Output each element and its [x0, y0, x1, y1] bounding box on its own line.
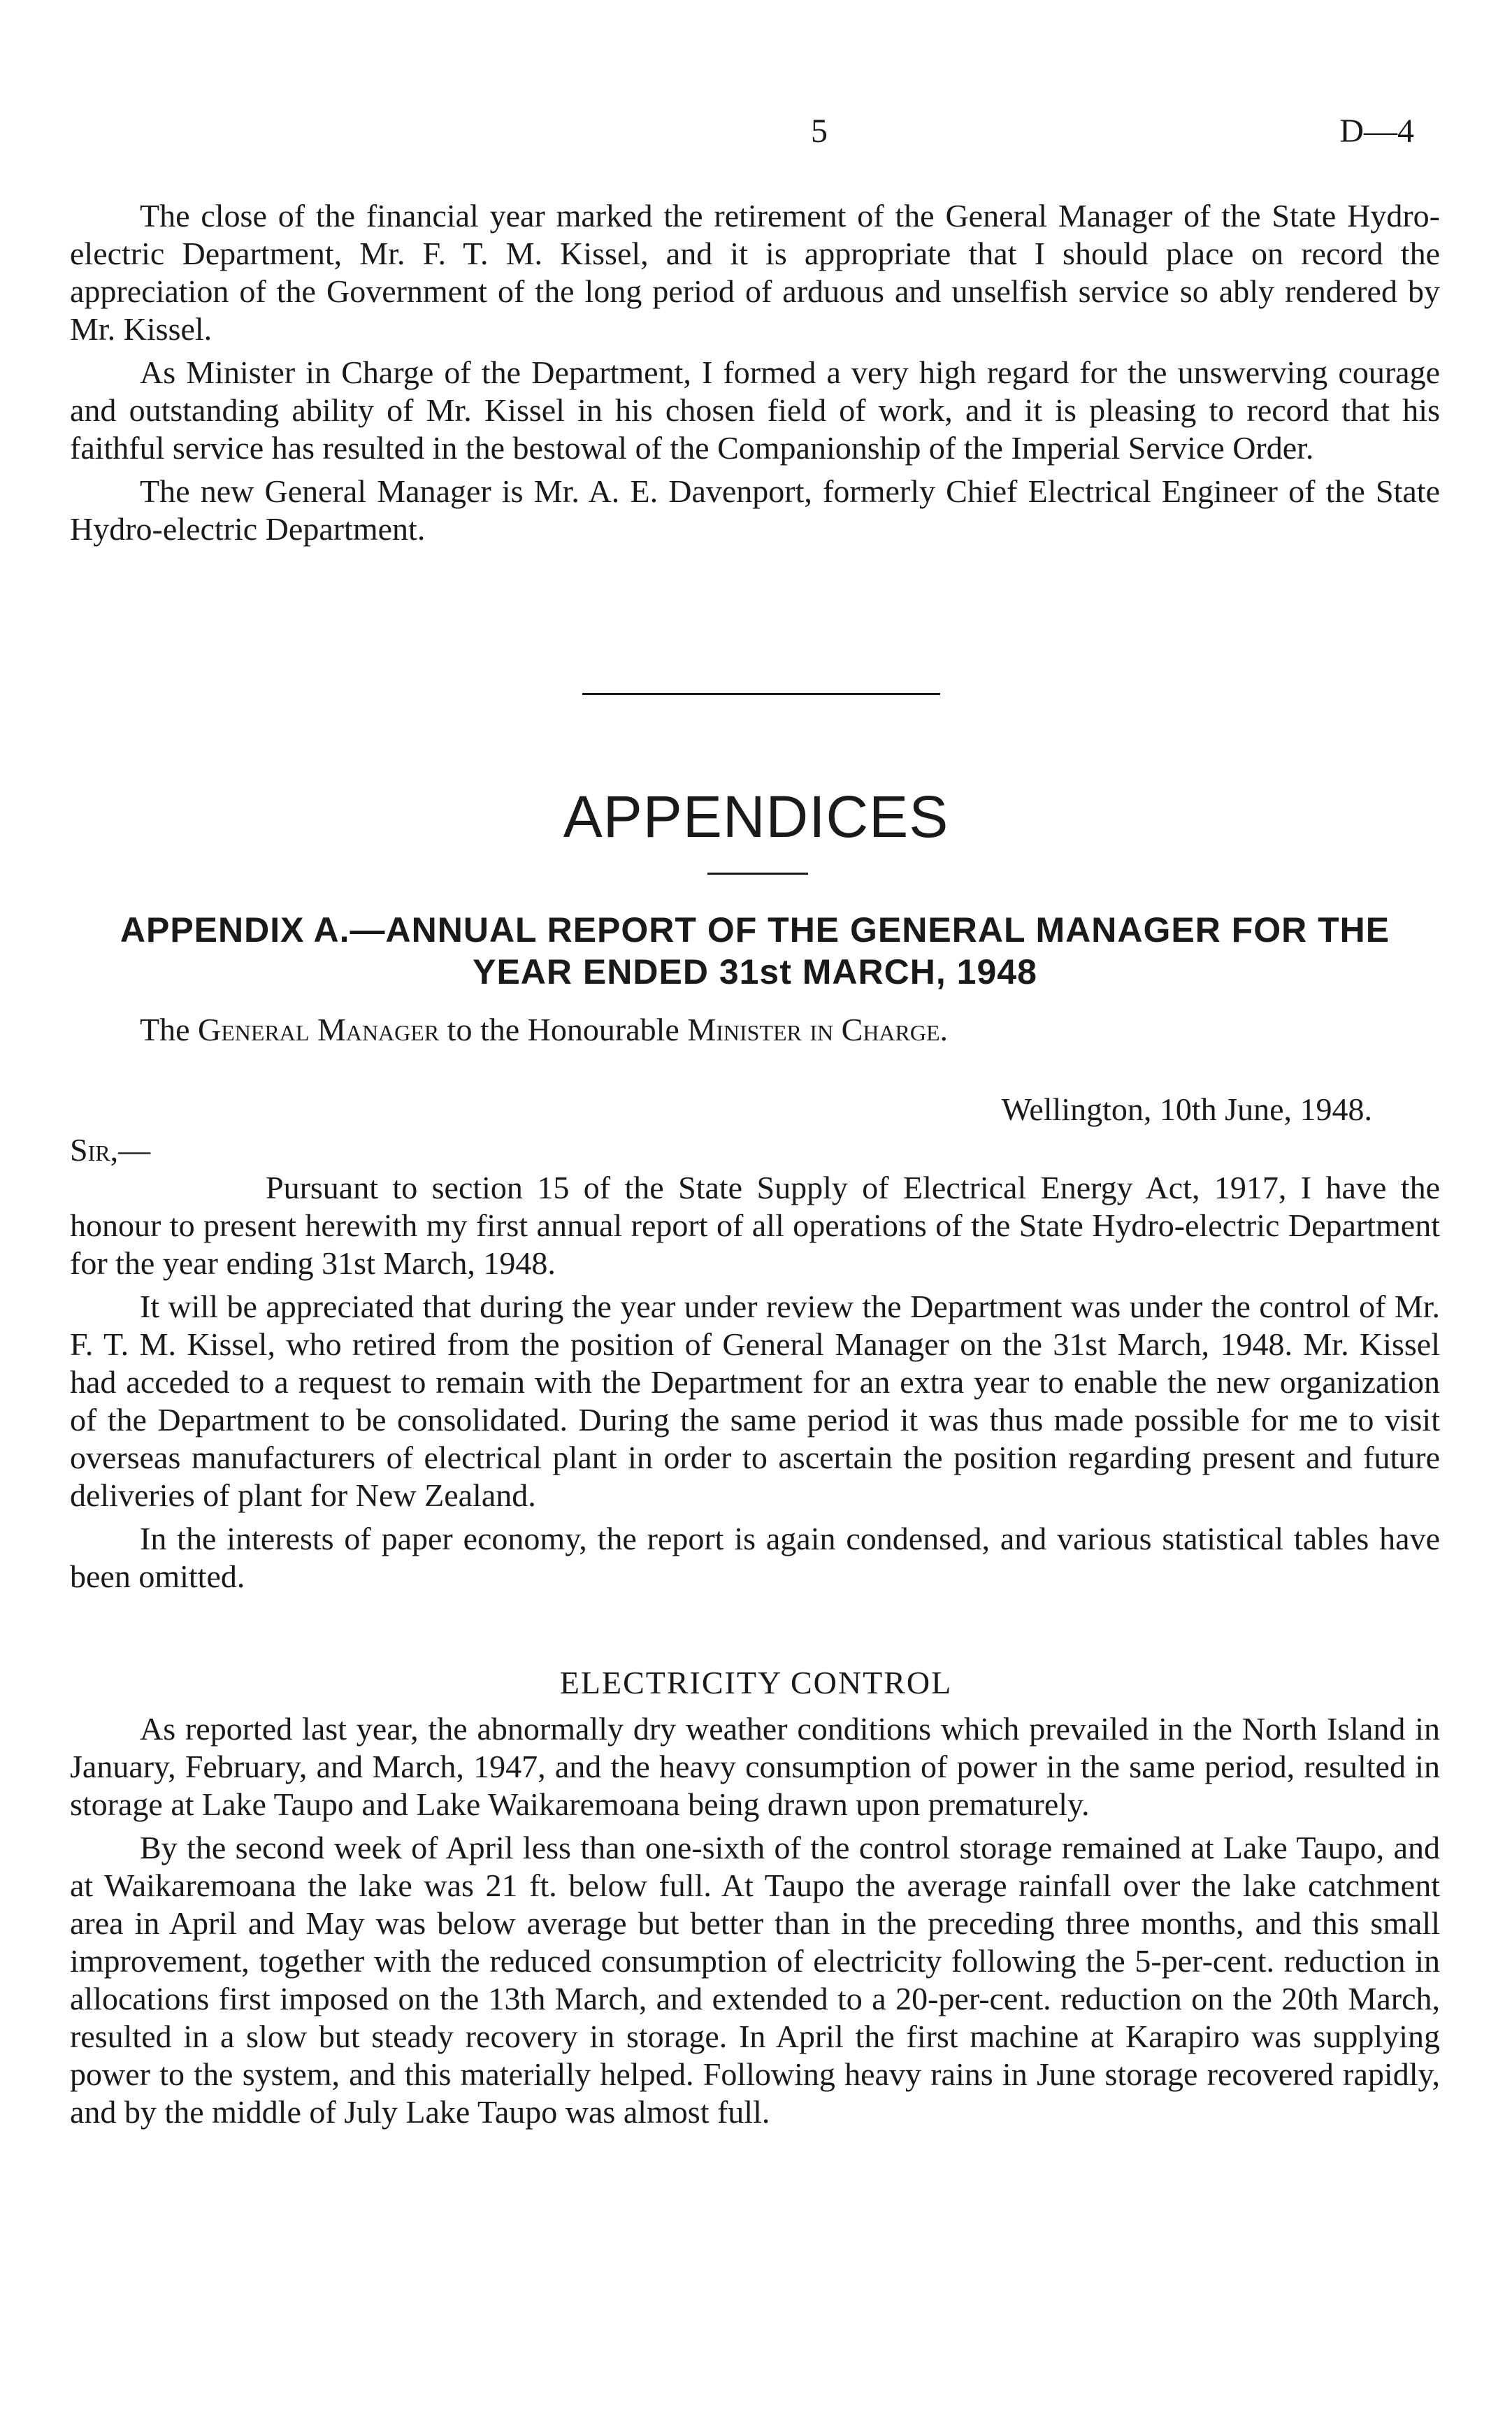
letter-body — [70, 1169, 1440, 1601]
letter-address — [140, 1011, 948, 1049]
section-divider — [582, 693, 940, 695]
section-paragraph: By the second week of April less than one-sixth of the control storage remained at Lake Taupo, and at Waikaremoana the lake was 21 ft. below full. At Taupo the average rainfall over the lake catchment area in April and May was below average but better than in the preceding three months, and this small improvement, together with the reduced consumption of electricity following the 5-per-cent. reduction in allocations first imposed on the 13th March, and extended to a 20-per-cent. reduction on the 20th March, resulted in a slow but steady recovery in storage. In April the first machine at Karapiro was supplying power to the system, and this materially helped. Following heavy rains in June storage recovered rapidly, and by the middle of July Lake Taupo was almost full. — [70, 1830, 1440, 2130]
intro-paragraph: As Minister in Charge of the Department, I formed a very high regard for the unswerving courage and outstanding ability of Mr. Kissel in his chosen field of work, and it is pleasing to record that his faithful service has resulted in the bestowal of the Companionship of the Imperial Service Order. — [70, 354, 1440, 466]
intro-paragraph: The new General Manager is Mr. A. E. Davenport, formerly Chief Electrical Engineer of the State Hydro-electric Department. — [70, 473, 1440, 547]
appendix-a-heading-line2: YEAR ENDED 31st MARCH, 1948 — [473, 952, 1037, 991]
page-number: 5 — [811, 113, 828, 150]
letter-paragraph: It will be appreciated that during the year under review the Department was under the control of Mr. F. T. M. Kissel, who retired from the position of General Manager on the 31st March, 1948. Mr. Kissel had acceded to a request to remain with the Department for an extra year to enable the new organization of the Department to be consolidated. During the same period it was thus made possible for me to visit overseas manufacturers of electrical plant in order to ascertain the position regarding present and future deliveries of plant for New Zealand. — [70, 1289, 1440, 1513]
intro-paragraph: The close of the financial year marked the retirement of the General Manager of the State Hydro-electric Department, Mr. F. T. M. Kissel, and it is appropriate that I should place on record the appreciation of the Government of the long period of arduous and unselfish service so ably rendered by Mr. Kissel. — [70, 198, 1440, 347]
appendix-a-heading — [70, 909, 1440, 993]
letter-paragraph: Pursuant to section 15 of the State Supply of Electrical Energy Act, 1917, I have the honour to present herewith my first annual report of all operations of the State Hydro-electric Department for the year ending 31st March, 1948. — [70, 1170, 1440, 1281]
appendices-title: APPENDICES — [563, 784, 949, 850]
letter-place-date: Wellington, 10th June, 1948. — [1001, 1091, 1372, 1127]
address-recipient: Minister in Charge. — [687, 1012, 949, 1047]
document-reference: D—4 — [1339, 113, 1414, 150]
appendix-a-heading-line1: APPENDIX A.—ANNUAL REPORT OF THE GENERAL MANAGER FOR THE — [120, 910, 1390, 949]
address-to-the: to the — [447, 1012, 520, 1047]
intro-section — [70, 197, 1440, 554]
letter-salutation: Sir,— — [70, 1132, 151, 1168]
address-honourable: Honourable — [527, 1012, 679, 1047]
letter-paragraph: In the interests of paper economy, the report is again condensed, and various statistical tables have been omitted. — [70, 1521, 1440, 1594]
address-the: The — [140, 1012, 190, 1047]
section-heading-electricity-control: ELECTRICITY CONTROL — [559, 1665, 953, 1700]
page-header — [70, 112, 1442, 154]
address-sender: General Manager — [198, 1012, 440, 1047]
section-paragraph: As reported last year, the abnormally dry weather conditions which prevailed in the North Island in January, February, and March, 1947, and the heavy consumption of power in the same period, resulted in storage at Lake Taupo and Lake Waikaremoana being drawn upon prematurely. — [70, 1711, 1440, 1822]
title-underline — [707, 873, 808, 875]
electricity-control-section — [70, 1710, 1440, 2137]
